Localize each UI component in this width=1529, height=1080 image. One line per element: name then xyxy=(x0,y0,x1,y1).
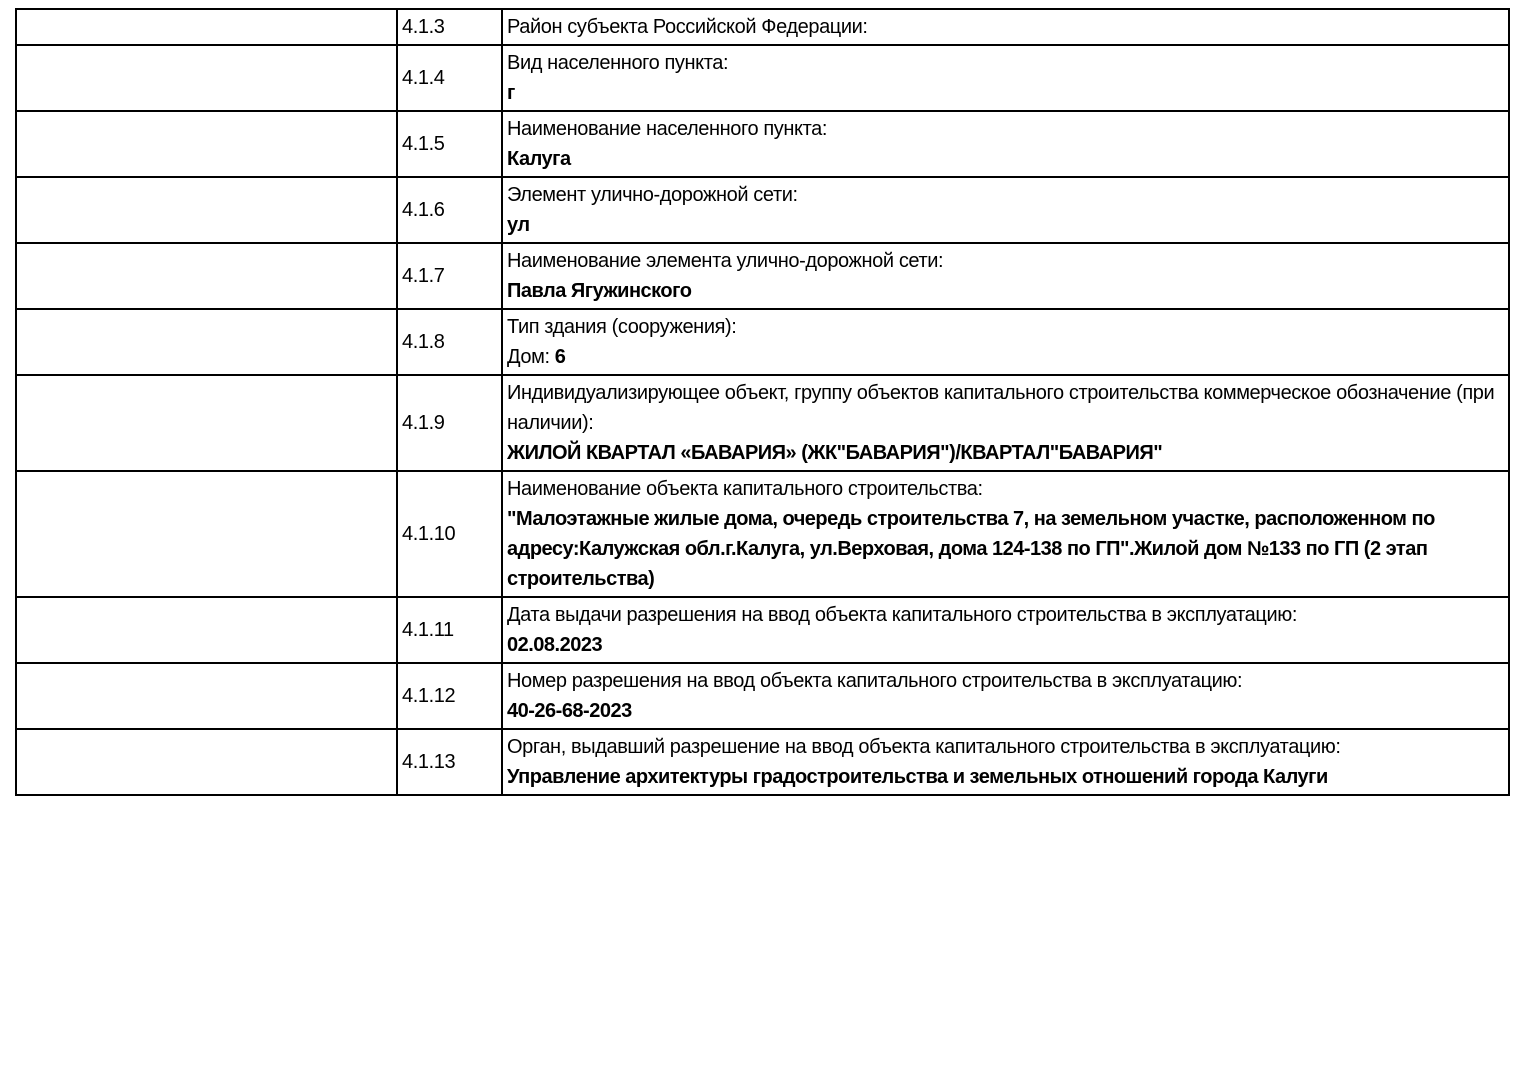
row-value: Управление архитектуры градостроительства и земельных отношений города Калуги xyxy=(507,766,1328,788)
empty-cell xyxy=(16,111,397,177)
row-content xyxy=(502,309,1509,375)
row-label: Наименование населенного пункта: xyxy=(507,118,828,140)
row-content xyxy=(502,375,1509,471)
row-value-line xyxy=(507,144,1504,174)
row-label: Элемент улично-дорожной сети: xyxy=(507,184,798,206)
empty-cell xyxy=(16,471,397,597)
row-value-line xyxy=(507,762,1504,792)
row-number: 4.1.11 xyxy=(397,597,502,663)
row-value-line xyxy=(507,342,1504,372)
table-row xyxy=(16,243,1509,309)
empty-cell xyxy=(16,729,397,795)
row-number: 4.1.6 xyxy=(397,177,502,243)
row-value: 40-26-68-2023 xyxy=(507,700,632,722)
table-row xyxy=(16,9,1509,45)
row-value-line xyxy=(507,276,1504,306)
row-content xyxy=(502,729,1509,795)
declaration-table-body xyxy=(16,9,1509,795)
table-row xyxy=(16,375,1509,471)
row-value-line xyxy=(507,78,1504,108)
row-label: Орган, выдавший разрешение на ввод объекта капитального строительства в эксплуатацию: xyxy=(507,736,1341,758)
table-row xyxy=(16,177,1509,243)
empty-cell xyxy=(16,45,397,111)
row-label: Наименование объекта капитального строительства: xyxy=(507,478,983,500)
row-content xyxy=(502,177,1509,243)
row-value: Калуга xyxy=(507,148,571,170)
row-number: 4.1.12 xyxy=(397,663,502,729)
row-content xyxy=(502,9,1509,45)
row-content xyxy=(502,243,1509,309)
empty-cell xyxy=(16,663,397,729)
table-row xyxy=(16,309,1509,375)
row-label: Тип здания (сооружения): xyxy=(507,316,737,338)
table-row xyxy=(16,663,1509,729)
table-row xyxy=(16,471,1509,597)
row-value-line xyxy=(507,696,1504,726)
empty-cell xyxy=(16,309,397,375)
row-value: 02.08.2023 xyxy=(507,634,603,656)
empty-cell xyxy=(16,375,397,471)
row-value-prefix: Дом: xyxy=(507,346,555,368)
row-content xyxy=(502,45,1509,111)
empty-cell xyxy=(16,243,397,309)
empty-cell xyxy=(16,9,397,45)
row-value: "Малоэтажные жилые дома, очередь строительства 7, на земельном участке, расположенном по адресу:Калужская обл.г.Калуга, ул.Верховая, дома 124-138 по ГП".Жилой дом №133 по ГП (2 этап строительства) xyxy=(507,508,1435,590)
row-value-line xyxy=(507,438,1504,468)
empty-cell xyxy=(16,177,397,243)
row-value: ЖИЛОЙ КВАРТАЛ «БАВАРИЯ» (ЖК"БАВАРИЯ")/КВАРТАЛ"БАВАРИЯ" xyxy=(507,442,1163,464)
row-value: 6 xyxy=(554,346,566,368)
row-content xyxy=(502,111,1509,177)
row-content xyxy=(502,471,1509,597)
row-value-line xyxy=(507,630,1504,660)
table-row xyxy=(16,45,1509,111)
table-row xyxy=(16,729,1509,795)
row-label: Район субъекта Российской Федерации: xyxy=(507,16,868,38)
row-number: 4.1.13 xyxy=(397,729,502,795)
row-content xyxy=(502,663,1509,729)
row-content xyxy=(502,597,1509,663)
row-value-line xyxy=(507,210,1504,240)
row-number: 4.1.10 xyxy=(397,471,502,597)
row-number: 4.1.4 xyxy=(397,45,502,111)
row-label: Наименование элемента улично-дорожной сети: xyxy=(507,250,944,272)
table-row xyxy=(16,597,1509,663)
row-value-line xyxy=(507,504,1504,594)
declaration-table xyxy=(15,8,1510,796)
row-value: Павла Ягужинского xyxy=(507,280,692,302)
row-number: 4.1.9 xyxy=(397,375,502,471)
row-label: Вид населенного пункта: xyxy=(507,52,729,74)
row-label: Дата выдачи разрешения на ввод объекта капитального строительства в эксплуатацию: xyxy=(507,604,1297,626)
row-number: 4.1.7 xyxy=(397,243,502,309)
row-value: ул xyxy=(507,214,530,236)
row-label: Номер разрешения на ввод объекта капитального строительства в эксплуатацию: xyxy=(507,670,1243,692)
row-number: 4.1.8 xyxy=(397,309,502,375)
table-row xyxy=(16,111,1509,177)
row-number: 4.1.5 xyxy=(397,111,502,177)
row-label: Индивидуализирующее объект, группу объектов капитального строительства коммерческое обозначение (при наличии): xyxy=(507,382,1495,434)
row-value: г xyxy=(507,82,515,104)
empty-cell xyxy=(16,597,397,663)
row-number: 4.1.3 xyxy=(397,9,502,45)
